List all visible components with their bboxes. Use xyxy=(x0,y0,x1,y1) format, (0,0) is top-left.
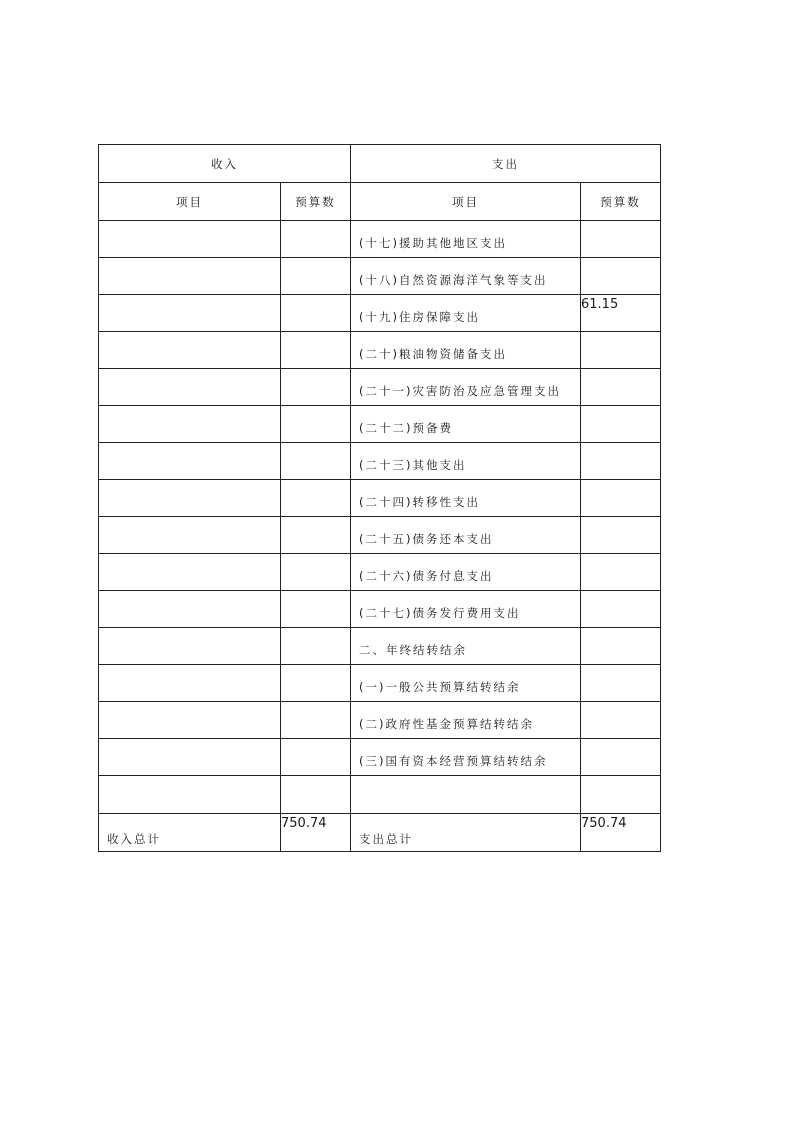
expense-item-cell: (二)政府性基金预算结转结余 xyxy=(351,702,581,739)
table-row xyxy=(99,739,661,776)
table-row xyxy=(99,295,661,332)
table-row xyxy=(99,517,661,554)
income-amount-cell xyxy=(281,554,351,591)
income-total-value: 750.74 xyxy=(281,814,351,852)
expense-item-column-header: 项目 xyxy=(351,183,581,221)
blank-cell xyxy=(99,776,281,814)
blank-row xyxy=(99,776,661,814)
table-row xyxy=(99,332,661,369)
expense-total-label: 支出总计 xyxy=(351,814,581,852)
income-amount-cell xyxy=(281,406,351,443)
expense-item-cell: (一)一般公共预算结转结余 xyxy=(351,665,581,702)
table-row xyxy=(99,665,661,702)
expense-amount-cell xyxy=(581,591,661,628)
expense-item-cell: 二、年终结转结余 xyxy=(351,628,581,665)
income-item-cell xyxy=(99,628,281,665)
expense-item-cell: (十九)住房保障支出 xyxy=(351,295,581,332)
blank-cell xyxy=(581,776,661,814)
table-row xyxy=(99,258,661,295)
expense-item-cell: (二十一)灾害防治及应急管理支出 xyxy=(351,369,581,406)
expense-amount-cell xyxy=(581,702,661,739)
expense-amount-cell xyxy=(581,258,661,295)
expense-item-cell: (二十)粮油物资储备支出 xyxy=(351,332,581,369)
expense-amount-cell xyxy=(581,332,661,369)
income-item-cell xyxy=(99,295,281,332)
income-item-cell xyxy=(99,332,281,369)
income-item-cell xyxy=(99,554,281,591)
income-item-cell xyxy=(99,258,281,295)
income-amount-cell xyxy=(281,628,351,665)
expense-amount-cell xyxy=(581,369,661,406)
expense-amount-cell xyxy=(581,739,661,776)
table-row xyxy=(99,591,661,628)
income-section-header: 收入 xyxy=(99,145,351,183)
expense-item-cell: (二十三)其他支出 xyxy=(351,443,581,480)
expense-item-cell: (十七)援助其他地区支出 xyxy=(351,221,581,258)
blank-cell xyxy=(351,776,581,814)
income-item-cell xyxy=(99,443,281,480)
expense-item-cell: (二十六)债务付息支出 xyxy=(351,554,581,591)
table-row xyxy=(99,702,661,739)
budget-table-body xyxy=(99,145,661,852)
section-header-row xyxy=(99,145,661,183)
table-row xyxy=(99,628,661,665)
income-budget-column-header: 预算数 xyxy=(281,183,351,221)
expense-amount-cell xyxy=(581,554,661,591)
table-row xyxy=(99,554,661,591)
expense-section-header: 支出 xyxy=(351,145,661,183)
income-item-cell xyxy=(99,517,281,554)
income-item-cell xyxy=(99,369,281,406)
expense-amount-cell xyxy=(581,443,661,480)
budget-table xyxy=(98,144,661,852)
income-item-cell xyxy=(99,480,281,517)
table-row xyxy=(99,221,661,258)
blank-cell xyxy=(281,776,351,814)
expense-amount-cell: 61.15 xyxy=(581,295,661,332)
expense-item-cell: (二十七)债务发行费用支出 xyxy=(351,591,581,628)
income-amount-cell xyxy=(281,295,351,332)
income-amount-cell xyxy=(281,480,351,517)
income-item-cell xyxy=(99,702,281,739)
table-row xyxy=(99,480,661,517)
expense-item-cell: (十八)自然资源海洋气象等支出 xyxy=(351,258,581,295)
expense-amount-cell xyxy=(581,517,661,554)
income-amount-cell xyxy=(281,665,351,702)
expense-amount-cell xyxy=(581,480,661,517)
income-amount-cell xyxy=(281,443,351,480)
table-row xyxy=(99,443,661,480)
income-amount-cell xyxy=(281,258,351,295)
expense-item-cell: (二十四)转移性支出 xyxy=(351,480,581,517)
income-amount-cell xyxy=(281,221,351,258)
income-amount-cell xyxy=(281,591,351,628)
income-amount-cell xyxy=(281,369,351,406)
income-amount-cell xyxy=(281,332,351,369)
expense-item-cell: (二十二)预备费 xyxy=(351,406,581,443)
expense-amount-cell xyxy=(581,665,661,702)
table-row xyxy=(99,406,661,443)
expense-amount-cell xyxy=(581,221,661,258)
income-amount-cell xyxy=(281,517,351,554)
expense-amount-cell xyxy=(581,628,661,665)
income-item-cell xyxy=(99,739,281,776)
table-row xyxy=(99,369,661,406)
expense-item-cell: (三)国有资本经营预算结转结余 xyxy=(351,739,581,776)
income-amount-cell xyxy=(281,739,351,776)
expense-amount-cell xyxy=(581,406,661,443)
expense-total-value: 750.74 xyxy=(581,814,661,852)
income-total-label: 收入总计 xyxy=(99,814,281,852)
column-header-row xyxy=(99,183,661,221)
income-item-cell xyxy=(99,406,281,443)
expense-budget-column-header: 预算数 xyxy=(581,183,661,221)
income-item-cell xyxy=(99,665,281,702)
income-item-column-header: 项目 xyxy=(99,183,281,221)
expense-item-cell: (二十五)债务还本支出 xyxy=(351,517,581,554)
income-item-cell xyxy=(99,221,281,258)
totals-row xyxy=(99,814,661,852)
income-item-cell xyxy=(99,591,281,628)
income-amount-cell xyxy=(281,702,351,739)
